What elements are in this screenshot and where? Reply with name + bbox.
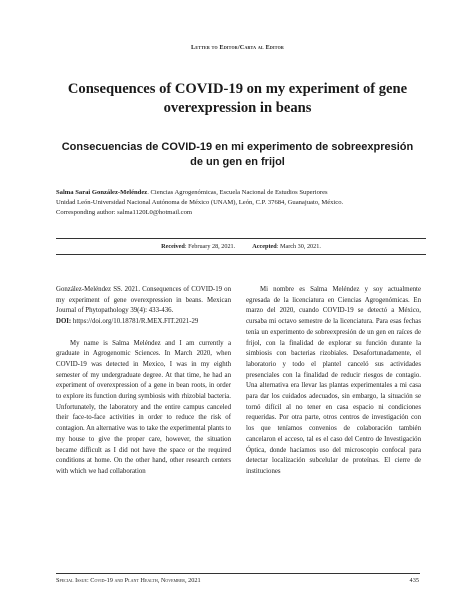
- author-name: Salma Sarai González-Meléndez: [56, 189, 148, 196]
- doi-label: DOI:: [56, 318, 72, 326]
- spanish-body: Mi nombre es Salma Meléndez y soy actualmente egresada de la licenciatura en Ciencias Agrogenómicas. En marzo del 2020, cuando COVID-19 se detectó a México, cursaba mi octavo semestre de la licenciatura. Para esas fechas tenía un experimento de sobreexpresión de un gen en raíces de frijol, con la finalidad de explorar su función durante la simbiosis con bacterias rizobiales. Desafortunadamente, el laboratorio y todo el plantel canceló sus actividades presenciales con la finalidad de reducir riesgos de contagio. Una alternativa era llevar las plantas experimentales a mi casa para dar los cuidados adecuados, sin embargo, la situación se tornó difícil al no tener en casa espacio ni condiciones requeridas. Por otra parte, otros centros de investigación con los que teníamos convenios de colaboración también cancelaron el acceso, tal es el caso del Centro de Investigación Óptica, donde hacíamos uso del microscopio confocal para detectar localización subcelular de proteínas. El cierre de instituciones: [246, 286, 421, 475]
- accepted-date: : March 30, 2021.: [276, 243, 321, 250]
- page-number: 435: [409, 577, 419, 584]
- accepted-label: Accepted: [252, 243, 277, 250]
- left-column: [56, 285, 231, 478]
- footer-divider: [56, 573, 420, 574]
- footer-issue-label: Special Issue: Covid-19 and Plant Health, November, 2021: [56, 577, 201, 584]
- affiliation-line2: Unidad León-Universidad Nacional Autónoma de México (UNAM), León, C.P. 37684, Guanajuato, México.: [56, 198, 344, 206]
- top-divider: [56, 238, 426, 239]
- author-affiliation-line: [56, 188, 426, 198]
- spanish-title: Consecuencias de COVID-19 en mi experimento de sobreexpresión de un gen en frijol: [61, 141, 414, 168]
- right-column: [246, 285, 421, 478]
- bottom-divider: [56, 254, 426, 255]
- english-body: My name is Salma Meléndez and I am currently a graduate in Agrogenomic Sciences. In March 2020, when COVID-19 was detected in Mexico, I was in my eighth semester of my undergraduate degree. At that time, he had an experiment of overexpression of a gene in bean roots, in order to explore its function during symbiosis with rhizobial bacteria. Unfortunately, the laboratory and the entire campus canceled their face-to-face activities in order to reduce the risk of contagion. An alternative was to take the experimental plants to my house to give the proper care, however, the situation became difficult as I did not have the space or the required conditions at home. On the other hand, other research centers with which we had collaboration: [56, 339, 231, 475]
- received-label: Received: [161, 243, 185, 250]
- section-label: Letter to Editor/Carta al Editor: [191, 44, 284, 51]
- received-date: : February 28, 2021.: [184, 243, 236, 250]
- affiliation-line1: . Ciencias Agrogenómicas, Escuela Nacional de Estudios Superiores: [147, 189, 328, 196]
- dates-line: [56, 243, 426, 250]
- citation: González-Meléndez SS. 2021. Consequences of COVID-19 on my experiment of gene overexpression in beans. Mexican Journal of Phytopathology 39(4): 433-436.: [56, 286, 231, 315]
- doi-link[interactable]: https://doi.org/10.18781/R.MEX.FIT.2021-29: [71, 318, 199, 326]
- author-block: [56, 188, 426, 217]
- english-title: Consequences of COVID-19 on my experiment of gene overexpression in beans: [67, 81, 408, 116]
- doi-line: [56, 317, 231, 328]
- corresponding-author: Corresponding author: salma1120L0@hotmail.com: [56, 208, 193, 216]
